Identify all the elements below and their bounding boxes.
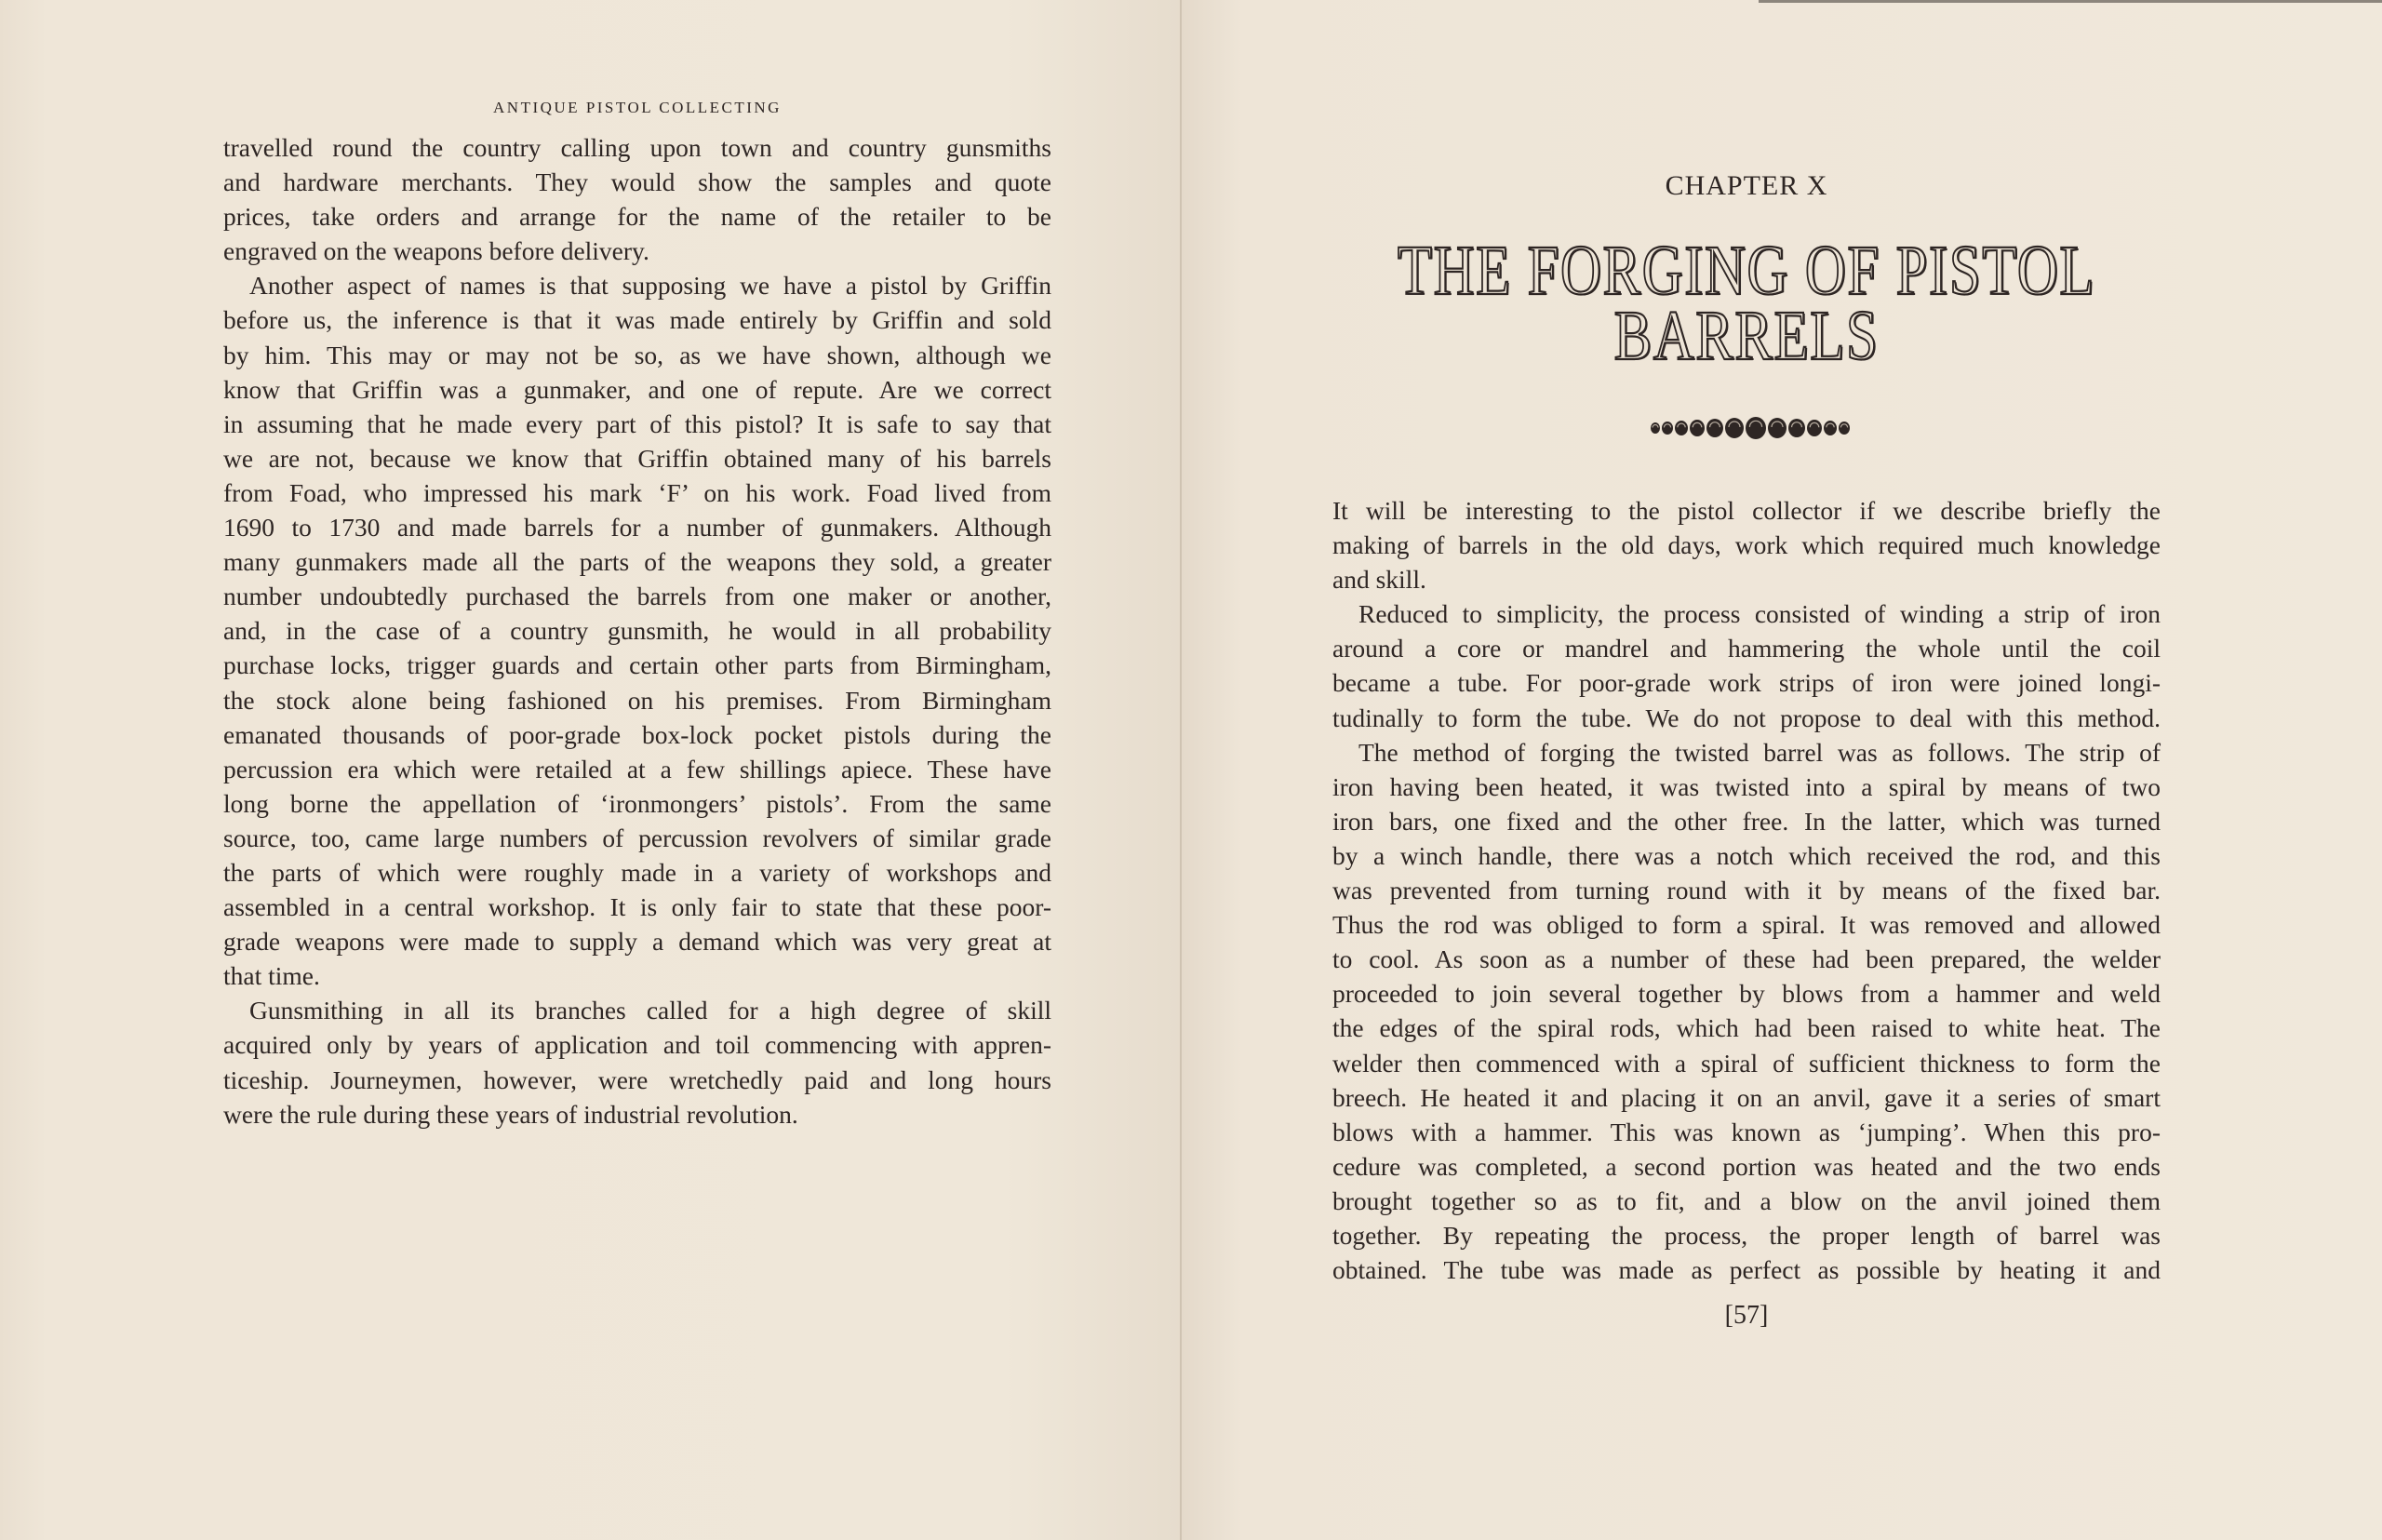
right-page-text	[1332, 493, 2161, 1287]
text-line: welder then commenced with a spiral of sufficient thickness to form the	[1332, 1048, 2161, 1078]
text-line: Another aspect of names is that supposing we have a pistol by Griffin	[249, 271, 1051, 301]
page-top-edge	[1759, 0, 2382, 3]
ornament-bead	[1662, 422, 1673, 435]
text-line: by a winch handle, there was a notch which received the rod, and this	[1332, 840, 2161, 870]
page-number: [57]	[1724, 1301, 1769, 1330]
text-line: number undoubtedly purchased the barrels from one maker or another,	[223, 582, 1051, 611]
chapter-label: CHAPTER X	[1665, 170, 1828, 201]
chapter-title-line-2: BARRELS	[1613, 297, 1880, 375]
text-line: making of barrels in the old days, work which required much knowledge	[1332, 530, 2161, 560]
text-line: many gunmakers made all the parts of the weapons they sold, a greater	[223, 547, 1051, 577]
text-line: that time.	[223, 961, 320, 991]
ornament-bead	[1807, 420, 1822, 436]
text-line: know that Griffin was a gunmaker, and one of repute. Are we correct	[223, 374, 1051, 404]
running-head: ANTIQUE PISTOL COLLECTING	[493, 99, 782, 116]
text-line: and hardware merchants. They would show the samples and quote	[223, 167, 1051, 197]
ornament-bead	[1725, 418, 1744, 438]
text-line: brought together so as to fit, and a blow on the anvil joined them	[1332, 1185, 2161, 1215]
text-line: we are not, because we know that Griffin obtained many of his barrels	[223, 443, 1051, 473]
text-line: around a core or mandrel and hammering the whole until the coil	[1332, 634, 2161, 663]
text-line: source, too, came large numbers of percussion revolvers of similar grade	[223, 823, 1051, 852]
text-line: Gunsmithing in all its branches called for a high degree of skill	[249, 996, 1051, 1025]
text-line: in assuming that he made every part of this pistol? It is safe to say that	[223, 408, 1051, 438]
ornament-bead	[1706, 419, 1723, 437]
text-line: Thus the rod was obliged to form a spiral. It was removed and allowed	[1332, 910, 2161, 940]
left-page	[0, 0, 1182, 1540]
text-line: Reduced to simplicity, the process consisted of winding a strip of iron	[1358, 599, 2161, 629]
chapter-title-line-1: THE FORGING OF PISTOL	[1397, 232, 2096, 310]
text-line: was prevented from turning round with it by means of the fixed bar.	[1332, 876, 2161, 905]
text-line: tudinally to form the tube. We do not propose to deal with this method.	[1332, 703, 2161, 732]
text-line: engraved on the weapons before delivery.	[223, 236, 649, 266]
text-line: the edges of the spiral rods, which had been raised to white heat. The	[1332, 1013, 2161, 1043]
text-line: the stock alone being fashioned on his premises. From Birmingham	[223, 685, 1051, 715]
text-line: The method of forging the twisted barrel was as follows. The strip of	[1358, 737, 2161, 767]
text-line: blows with a hammer. This was known as ‘jumping’. When this pro-	[1332, 1117, 2161, 1146]
text-line: iron bars, one fixed and the other free. In the latter, which was turned	[1332, 806, 2161, 836]
text-line: became a tube. For poor-grade work strips of iron were joined longi-	[1332, 668, 2161, 698]
text-line: grade weapons were made to supply a demand which was very great at	[223, 927, 1051, 957]
ornament-bead	[1690, 420, 1705, 436]
text-line: the parts of which were roughly made in a variety of workshops and	[223, 857, 1051, 887]
text-line: by him. This may or may not be so, as we have shown, although we	[223, 340, 1051, 369]
text-line: prices, take orders and arrange for the name of the retailer to be	[223, 202, 1051, 232]
text-line: obtained. The tube was made as perfect as possible by heating it and	[1332, 1255, 2161, 1285]
text-line: breech. He heated it and placing it on an anvil, gave it a series of smart	[1332, 1082, 2161, 1112]
ornament-bead	[1651, 422, 1660, 434]
ornament-bead	[1788, 419, 1805, 437]
text-line: ticeship. Journeymen, however, were wretchedly paid and long hours	[223, 1065, 1051, 1094]
ornament-bead	[1824, 421, 1837, 435]
text-line: and, in the case of a country gunsmith, he would in all probability	[223, 616, 1051, 646]
text-line: proceeded to join several together by blows from a hammer and weld	[1332, 979, 2161, 1009]
text-line: to cool. As soon as a number of these had been prepared, the welder	[1332, 944, 2161, 974]
text-line: and skill.	[1332, 565, 1426, 595]
text-line: emanated thousands of poor-grade box-lock pocket pistols during the	[223, 719, 1051, 749]
text-line: from Foad, who impressed his mark ‘F’ on his work. Foad lived from	[223, 477, 1051, 507]
text-line: percussion era which were retailed at a few shillings apiece. These have	[223, 754, 1051, 783]
text-line: long borne the appellation of ‘ironmongers’ pistols’. From the same	[223, 788, 1051, 818]
text-line: 1690 to 1730 and made barrels for a number of gunmakers. Although	[223, 513, 1051, 542]
ornament-bead	[1746, 417, 1766, 439]
text-line: iron having been heated, it was twisted into a spiral by means of two	[1332, 771, 2161, 801]
text-line: travelled round the country calling upon town and country gunsmiths	[223, 133, 1051, 162]
ornament-bead	[1768, 418, 1786, 438]
ornament-bead	[1675, 421, 1688, 435]
text-line: cedure was completed, a second portion was heated and the two ends	[1332, 1151, 2161, 1181]
text-line: were the rule during these years of industrial revolution.	[223, 1099, 798, 1129]
text-line: assembled in a central workshop. It is only fair to state that these poor-	[223, 892, 1051, 922]
left-page-text	[223, 130, 1051, 1132]
text-line: acquired only by years of application and toil commencing with appren-	[223, 1030, 1051, 1060]
text-line: purchase locks, trigger guards and certain other parts from Birmingham,	[223, 650, 1051, 680]
text-line: together. By repeating the process, the proper length of barrel was	[1332, 1220, 2161, 1250]
bead-row-ornament-icon	[1647, 415, 1852, 441]
text-line: It will be interesting to the pistol collector if we describe briefly the	[1332, 496, 2161, 525]
ornament-bead	[1839, 422, 1850, 435]
text-line: before us, the inference is that it was made entirely by Griffin and sold	[223, 305, 1051, 335]
